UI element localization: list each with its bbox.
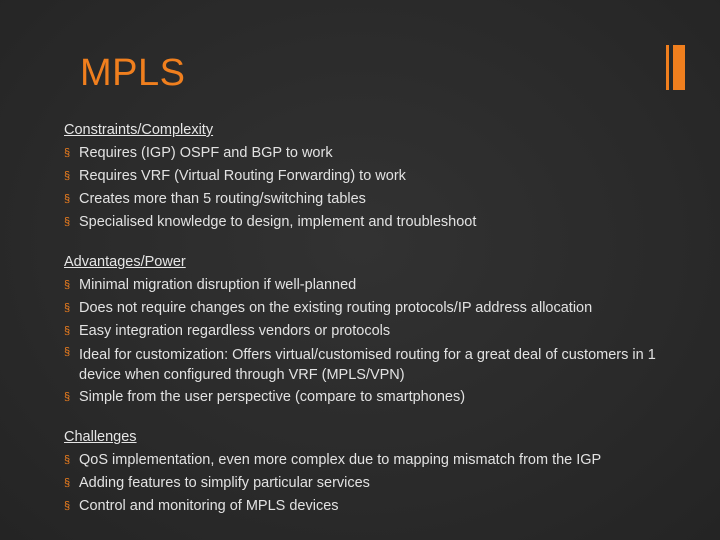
bullet-list	[64, 142, 684, 234]
bullet-icon: §	[64, 454, 71, 466]
slide-content	[64, 119, 684, 535]
list-item-text: Ideal for customization: Offers virtual/customised routing for a great deal of customers in 1 device when configured through VRF (MPLS/VPN)	[79, 347, 656, 383]
list-item	[64, 386, 684, 409]
section-heading: Challenges	[64, 429, 137, 445]
list-item	[64, 495, 684, 518]
section-heading: Advantages/Power	[64, 254, 186, 270]
slide-title: MPLS	[80, 52, 186, 94]
list-item	[64, 472, 684, 495]
bullet-icon: §	[64, 477, 71, 489]
list-item-text: Requires (IGP) OSPF and BGP to work	[79, 145, 333, 161]
section-heading: Constraints/Complexity	[64, 122, 214, 138]
bullet-icon: §	[64, 147, 71, 159]
list-item	[64, 142, 684, 165]
list-item-text: Control and monitoring of MPLS devices	[79, 498, 339, 514]
list-item	[64, 343, 684, 386]
section-challenges	[64, 426, 684, 518]
bullet-icon: §	[64, 500, 71, 512]
title-accent-bar-thick	[673, 45, 685, 90]
list-item-text: Easy integration regardless vendors or protocols	[79, 323, 391, 339]
section-constraints	[64, 119, 684, 234]
bullet-icon: §	[64, 193, 71, 205]
bullet-icon: §	[64, 170, 71, 182]
list-item-text: Adding features to simplify particular services	[79, 475, 370, 491]
list-item	[64, 297, 684, 320]
bullet-icon: §	[64, 346, 71, 358]
section-advantages	[64, 251, 684, 409]
list-item-text: Simple from the user perspective (compare to smartphones)	[79, 389, 466, 405]
list-item	[64, 320, 684, 343]
list-item-text: Creates more than 5 routing/switching tables	[79, 191, 366, 207]
list-item-text: QoS implementation, even more complex due to mapping mismatch from the IGP	[79, 452, 602, 468]
bullet-icon: §	[64, 391, 71, 403]
list-item-text: Does not require changes on the existing routing protocols/IP address allocation	[79, 300, 593, 316]
list-item	[64, 211, 684, 234]
list-item	[64, 165, 684, 188]
list-item-text: Specialised knowledge to design, implement and troubleshoot	[79, 214, 477, 230]
list-item-text: Requires VRF (Virtual Routing Forwarding) to work	[79, 168, 406, 184]
bullet-list	[64, 449, 684, 518]
bullet-icon: §	[64, 302, 71, 314]
title-accent-bar-thin	[666, 45, 669, 90]
bullet-icon: §	[64, 279, 71, 291]
list-item-text: Minimal migration disruption if well-planned	[79, 277, 357, 293]
list-item	[64, 274, 684, 297]
bullet-icon: §	[64, 216, 71, 228]
list-item	[64, 449, 684, 472]
bullet-list	[64, 274, 684, 409]
bullet-icon: §	[64, 325, 71, 337]
list-item	[64, 188, 684, 211]
